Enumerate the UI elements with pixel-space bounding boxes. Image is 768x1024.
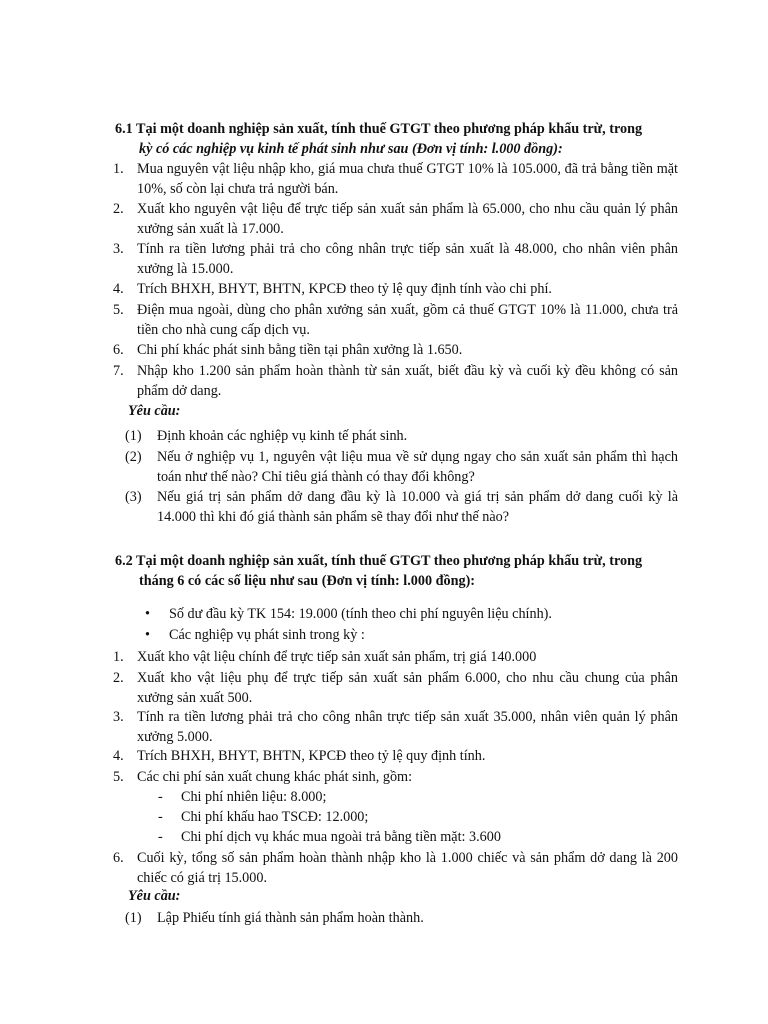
dash-icon: - — [158, 829, 163, 845]
item-text: Tính ra tiền lương phải trả cho công nhân trực tiếp sản xuất 35.000, nhân viên quản lý phân xưởng 5.000. — [137, 709, 678, 745]
item-number: 6. — [113, 342, 124, 358]
ex2-dash-3 — [158, 828, 678, 848]
item-number: 2. — [113, 670, 124, 686]
item-text: Điện mua ngoài, dùng cho phân xưởng sản xuất, gồm cả thuế GTGT 10% là 11.000, chưa trả tiền cho nhà cung cấp dịch vụ. — [137, 302, 678, 338]
item-text: Mua nguyên vật liệu nhập kho, giá mua chưa thuế GTGT 10% là 105.000, đã trả bằng tiền mặt 10%, số còn lại chưa trả người bán. — [137, 161, 678, 197]
ex2-item-2 — [113, 669, 678, 708]
ex2-item-4 — [113, 747, 678, 767]
dash-text: Chi phí nhiên liệu: 8.000; — [181, 789, 327, 805]
ex2-item-1 — [113, 648, 678, 668]
item-number: 3. — [113, 241, 124, 257]
item-number: 7. — [113, 363, 124, 379]
bullet-icon: • — [145, 606, 150, 622]
ex1-requirements-label: Yêu cầu: — [128, 403, 181, 419]
exercise-6-2-title-line1: 6.2 Tại một doanh nghiệp sản xuất, tính thuế GTGT theo phương pháp khấu trừ, trong — [115, 553, 643, 569]
item-number: 3. — [113, 709, 124, 725]
item-text: Trích BHXH, BHYT, BHTN, KPCĐ theo tỷ lệ quy định tính. — [137, 748, 486, 764]
item-number: 1. — [113, 161, 124, 177]
ex2-req-1 — [125, 909, 678, 929]
ex1-item-4 — [113, 280, 678, 300]
item-number: 5. — [113, 302, 124, 318]
item-text: Xuất kho nguyên vật liệu để trực tiếp sản xuất sản phẩm là 65.000, cho nhu cầu quản lý phân xưởng sản xuất là 17.000. — [137, 201, 678, 237]
item-text: Tính ra tiền lương phải trả cho công nhân trực tiếp sản xuất là 48.000, cho nhân viên phân xưởng là 15.000. — [137, 241, 678, 277]
req-number: (3) — [125, 489, 142, 505]
item-text: Xuất kho vật liệu chính để trực tiếp sản xuất sản phẩm, trị giá 140.000 — [137, 649, 537, 665]
item-number: 4. — [113, 281, 124, 297]
dash-text: Chi phí khấu hao TSCĐ: 12.000; — [181, 809, 369, 825]
item-text: Chi phí khác phát sinh bằng tiền tại phân xưởng là 1.650. — [137, 342, 463, 358]
ex2-dash-1 — [158, 788, 678, 808]
ex2-item-3 — [113, 708, 678, 747]
ex2-bullet-2 — [145, 626, 685, 646]
req-text: Lập Phiếu tính giá thành sản phẩm hoàn thành. — [157, 910, 424, 926]
req-number: (1) — [125, 428, 142, 444]
item-text: Xuất kho vật liệu phụ để trực tiếp sản xuất sản phẩm 6.000, cho nhu cầu chung của phân xưởng sản xuất 500. — [137, 670, 678, 706]
bullet-text: Các nghiệp vụ phát sinh trong kỳ : — [169, 627, 365, 643]
ex2-bullet-1 — [145, 605, 685, 625]
ex2-dash-2 — [158, 808, 678, 828]
exercise-6-2-title-line2: tháng 6 có các số liệu như sau (Đơn vị tính: l.000 đồng): — [139, 572, 476, 589]
ex1-item-1 — [113, 160, 678, 199]
req-number: (1) — [125, 910, 142, 926]
req-text: Nếu giá trị sản phẩm dở dang đầu kỳ là 10.000 và giá trị sản phẩm dở dang cuối kỳ là 14.000 thì khi đó giá thành sản phẩm sẽ thay đổi như thế nào? — [157, 489, 678, 525]
item-number: 4. — [113, 748, 124, 764]
ex2-item-5 — [113, 768, 678, 788]
item-number: 2. — [113, 201, 124, 217]
req-text: Định khoản các nghiệp vụ kinh tế phát sinh. — [157, 428, 408, 444]
exercise-6-1-title-line1: 6.1 Tại một doanh nghiệp sản xuất, tính thuế GTGT theo phương pháp khấu trừ, trong — [115, 121, 643, 137]
ex2-requirements-label: Yêu cầu: — [128, 888, 181, 904]
exercise-6-1-title-line2: kỳ có các nghiệp vụ kinh tế phát sinh như sau (Đơn vị tính: l.000 đồng): — [139, 140, 563, 157]
dash-text: Chi phí dịch vụ khác mua ngoài trả bằng tiền mặt: 3.600 — [181, 829, 501, 845]
dash-icon: - — [158, 789, 163, 805]
ex1-item-3 — [113, 240, 678, 279]
ex2-item-6 — [113, 849, 678, 888]
ex1-req-2 — [125, 448, 678, 487]
ex1-item-2 — [113, 200, 678, 239]
exercise-6-1-title — [115, 120, 685, 159]
ex1-req-3 — [125, 488, 678, 527]
req-number: (2) — [125, 449, 142, 465]
exercise-6-2-title — [115, 552, 685, 591]
ex1-item-6 — [113, 341, 678, 361]
item-number: 1. — [113, 649, 124, 665]
item-text: Các chi phí sản xuất chung khác phát sinh, gồm: — [137, 769, 413, 785]
ex1-item-5 — [113, 301, 678, 340]
bullet-text: Số dư đầu kỳ TK 154: 19.000 (tính theo chi phí nguyên liệu chính). — [169, 606, 552, 622]
item-text: Nhập kho 1.200 sản phẩm hoàn thành từ sản xuất, biết đầu kỳ và cuối kỳ đều không có sản phẩm dở dang. — [137, 363, 678, 399]
item-number: 5. — [113, 769, 124, 785]
dash-icon: - — [158, 809, 163, 825]
req-text: Nếu ở nghiệp vụ 1, nguyên vật liệu mua về sử dụng ngay cho sản xuất sản phẩm thì hạch toán như thế nào? Chỉ tiêu giá thành có thay đổi không? — [157, 449, 678, 485]
bullet-icon: • — [145, 627, 150, 643]
ex1-req-1 — [125, 427, 678, 447]
item-number: 6. — [113, 850, 124, 866]
ex1-item-7 — [113, 362, 678, 401]
item-text: Trích BHXH, BHYT, BHTN, KPCĐ theo tỷ lệ quy định tính vào chi phí. — [137, 281, 552, 297]
item-text: Cuối kỳ, tổng số sản phẩm hoàn thành nhập kho là 1.000 chiếc và sản phẩm dở dang là 200 chiếc có giá trị 15.000. — [137, 850, 678, 886]
